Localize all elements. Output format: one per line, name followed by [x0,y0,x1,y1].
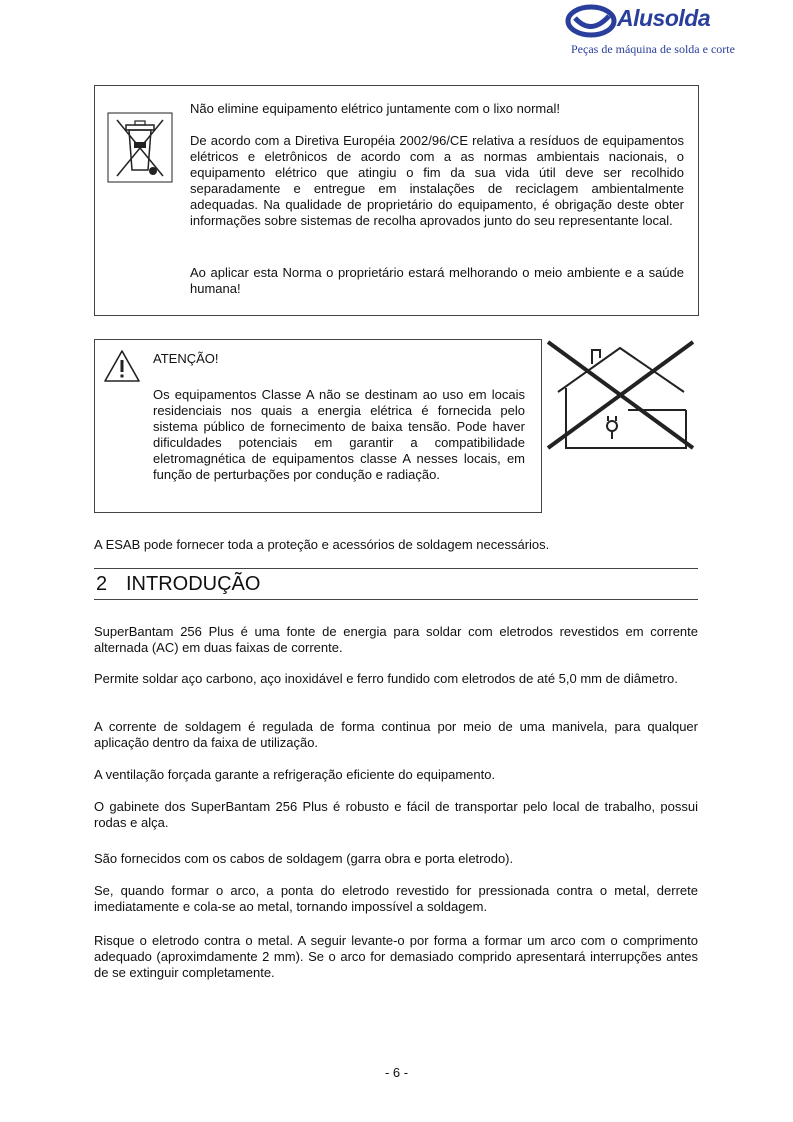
logo-tagline: Peças de máquina de solda e corte [571,42,735,56]
attention-title: ATENÇÃO! [153,351,219,366]
alusolda-logo-icon [565,4,621,40]
intro-paragraph: A ventilação forçada garante a refrigeração eficiente do equipamento. [94,767,496,782]
intro-paragraph: São fornecidos com os cabos de soldagem (garra obra e porta eletrodo). [94,851,514,866]
weee-paragraph-1: De acordo com a Diretiva Européia 2002/96/CE relativa a resíduos de equipamentos elétricos e eletrônicos de acordo com a as normas ambientais nacionais, o equipamento elétrico que atingiu o fim da sua vida útil deve ser recolhido separadamente e entregue em instalações de reciclagem ambientalmente adequadas. Na qualidade de proprietário do equipamento, é obrigação deste obter informações sobre sistemas de recolha aprovados junto do seu representante local. [190,133,684,228]
attention-text: Os equipamentos Classe A não se destinam ao uso em locais residenciais nos quais a energia elétrica é fornecida pelo sistema público de fornecimento de baixa tensão. Pode haver dificuldades potenciais em garantir a compatibilidade eletromagnética de equipamentos classe A nesses locais, em função de perturbações por condução e radiação. [153,387,525,482]
intro-paragraph: Permite soldar aço carbono, aço inoxidável e ferro fundido com eletrodos de até 5,0 mm de diâmetro. [94,671,678,686]
warning-triangle-icon [103,349,141,383]
intro-paragraph: Se, quando formar o arco, a ponta do eletrodo revestido for pressionada contra o metal, derrete imediatamente e cola-se ao metal, tornando impossível a soldagem. [94,883,698,914]
intro-paragraph: SuperBantam 256 Plus é uma fonte de energia para soldar com eletrodos revestidos em corrente alternada (AC) em duas faixas de corrente. [94,624,698,655]
logo-name: Alusolda [617,5,711,31]
section-title: INTRODUÇÃO [126,573,261,595]
page-number: - 6 - [384,1065,409,1080]
alusolda-logo [565,4,745,60]
crossed-out-wheelie-bin-icon [107,112,173,183]
weee-paragraph-2: Ao aplicar esta Norma o proprietário estará melhorando o meio ambiente e a saúde humana! [190,265,684,296]
intro-paragraph: A corrente de soldagem é regulada de forma continua por meio de uma manivela, para qualquer aplicação dentro da faixa de utilização. [94,719,698,750]
section-number: 2 [96,573,108,595]
section-heading [94,568,698,600]
weee-title: Não elimine equipamento elétrico juntamente com o lixo normal! [190,101,560,116]
esab-note: A ESAB pode fornecer toda a proteção e acessórios de soldagem necessários. [94,537,550,552]
intro-paragraph: Risque o eletrodo contra o metal. A seguir levante-o por forma a formar um arco com o comprimento adequado (aproximdamente 2 mm). Se o arco for demasiado comprido apresentará interrupções antes de se extinguir completamente. [94,933,698,980]
intro-paragraph: O gabinete dos SuperBantam 256 Plus é robusto e fácil de transportar pelo local de trabalho, possui rodas e alça. [94,799,698,830]
crossed-out-house-plug-icon [546,340,695,450]
